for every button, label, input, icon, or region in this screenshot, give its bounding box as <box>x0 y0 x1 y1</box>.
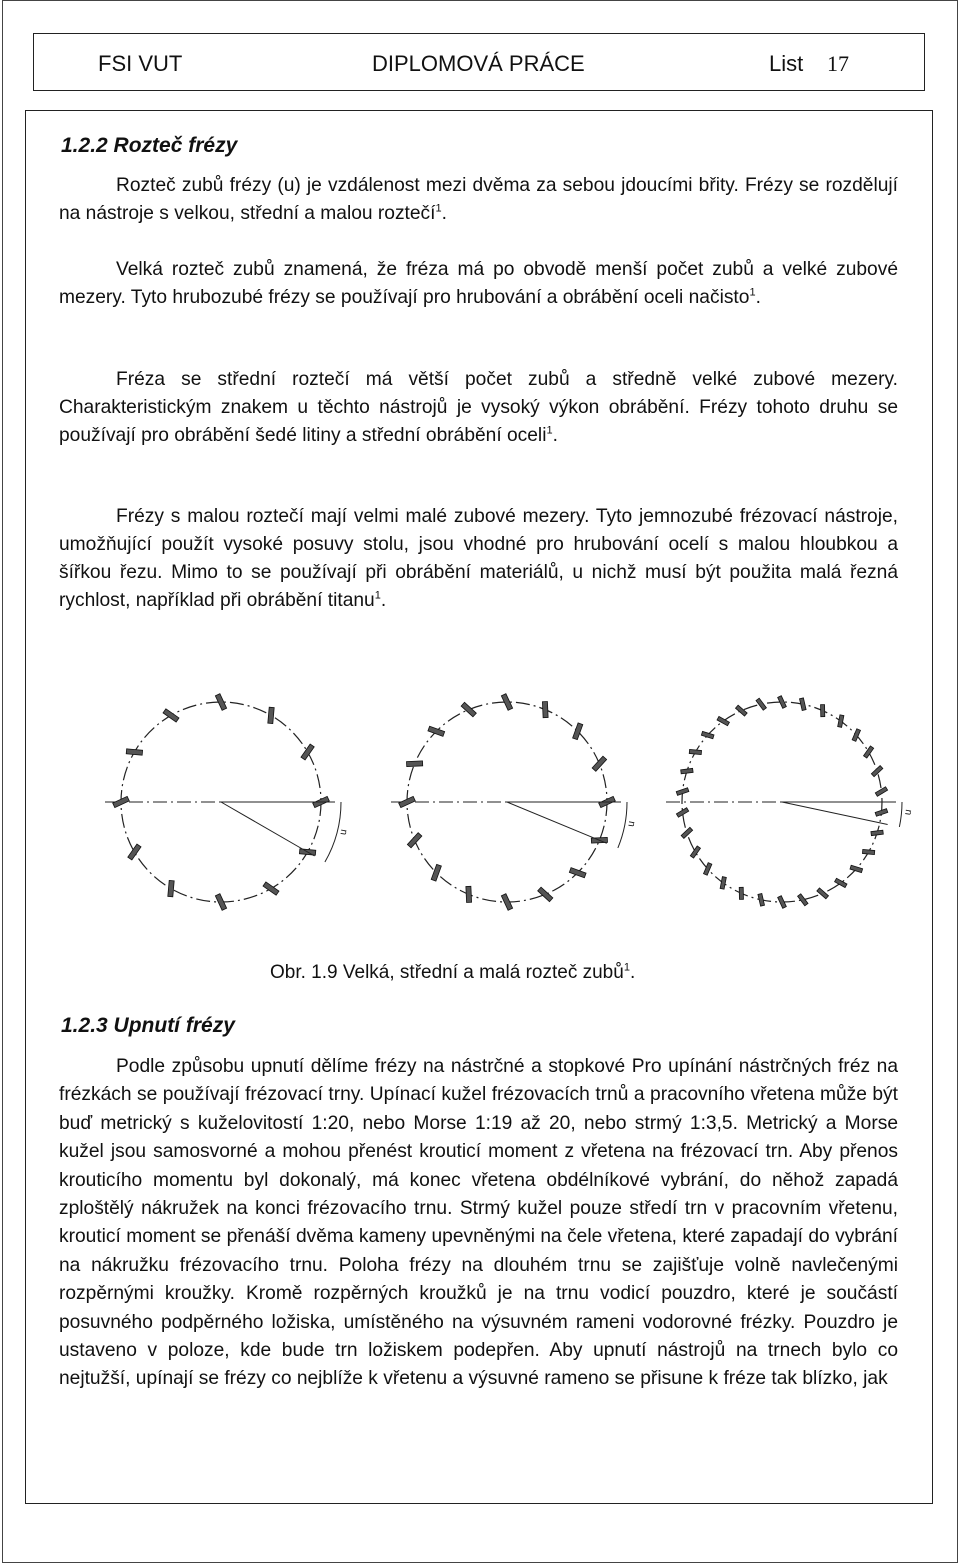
figure-caption <box>270 962 635 984</box>
paragraph-text: Frézy s malou roztečí mají velmi malé zubové mezery. Tyto jemnozubé frézovací nástroje, umožňující použít vysoké posuvy stolu, jsou vhodné pro hrubování ocelí s malou hloubkou a šířkou řezu. Mimo to se používají při obrábění materiálů, u nichž musí být použita malá řezná rychlost, například při obrábění titanu <box>59 506 898 611</box>
header-page-number: 17 <box>827 51 849 76</box>
cutter-tooth <box>735 705 747 716</box>
cutter-tooth <box>126 749 142 755</box>
cutter-tooth <box>821 705 825 717</box>
cutter-tooth <box>301 744 314 760</box>
period: . <box>629 962 636 983</box>
reference-marker: 1 <box>623 961 630 974</box>
reference-marker: 1 <box>749 286 756 299</box>
paragraph-medium-pitch <box>59 366 898 450</box>
header-list-label: List <box>769 51 804 76</box>
cutter-tooth <box>268 707 274 723</box>
paragraph-text: Rozteč zubů frézy (u) je vzdálenost mezi dvěma za sebou jdoucími břity. Frézy se rozdělují na nástroje s velkou, střední a malou roztečí <box>59 175 898 224</box>
paragraph-large-pitch <box>59 256 898 312</box>
cutter-tooth <box>538 887 553 901</box>
pitch-label: u <box>625 820 638 828</box>
header-title: DIPLOMOVÁ PRÁCE <box>372 51 585 76</box>
paragraph-text: Fréza se střední roztečí má větší počet zubů a středně velké zubové mezery. Charakteristickým znakem u těchto nástrojů je vysoký výkon obrábění. Frézy tohoto druhu se používají pro obrábění šedé litiny a střední obrábění oceli <box>59 369 898 446</box>
cutter-tooth <box>852 729 860 742</box>
cutter-tooth <box>689 749 701 754</box>
paragraph-pitch-definition <box>59 172 898 228</box>
cutter-tooth <box>756 698 766 710</box>
cutter-tooth <box>704 863 712 876</box>
cutter-tooth <box>431 864 441 881</box>
cutter-tooth <box>128 844 141 860</box>
period: . <box>552 425 558 446</box>
cutter-tooth <box>407 761 423 767</box>
paragraph-small-pitch <box>59 503 898 615</box>
cutter-tooth <box>701 731 714 738</box>
pitch-label: u <box>902 808 915 817</box>
cutter-tooth <box>799 698 806 711</box>
section-heading-1-2-3: 1.2.3 Upnutí frézy <box>61 1014 235 1037</box>
cutter-tooth <box>263 882 279 895</box>
cutter-tooth <box>850 865 863 872</box>
cutter-tooth <box>592 756 606 771</box>
cutter-tooth <box>862 849 874 854</box>
reference-marker: 1 <box>374 589 381 602</box>
cutter-small-pitch <box>666 696 914 909</box>
reference-marker: 1 <box>435 202 442 215</box>
cutter-tooth <box>681 827 693 838</box>
pitch-radius <box>221 802 315 856</box>
cutter-large-pitch <box>105 694 350 911</box>
cutter-pitch-figure <box>58 690 915 960</box>
paragraph-text: Velká rozteč zubů znamená, že fréza má po obvodě menší počet zubů a velké zubové mezery. Tyto hrubozubé frézy se používají pro hrubování a obrábění oceli načisto <box>59 259 898 308</box>
pitch-label: u <box>337 828 350 836</box>
cutter-tooth <box>461 702 476 716</box>
cutter-tooth <box>681 768 693 773</box>
cutter-tooth <box>466 886 472 902</box>
pitch-radius <box>782 802 888 824</box>
pitch-radius <box>507 802 607 843</box>
cutter-tooth <box>542 702 548 718</box>
cutter-tooth <box>864 746 874 758</box>
section-heading-1-2-2: 1.2.2 Rozteč frézy <box>61 134 238 157</box>
cutter-tooth <box>690 846 700 858</box>
cutter-tooth <box>168 880 174 896</box>
period: . <box>380 590 387 611</box>
cutter-tooth <box>758 894 765 907</box>
cutter-tooth <box>569 868 586 878</box>
cutter-tooth <box>407 833 421 848</box>
period: . <box>755 287 761 308</box>
cutter-tooth <box>871 766 883 777</box>
page-header <box>33 33 925 91</box>
caption-text: Obr. 1.9 Velká, střední a malá rozteč zubů <box>270 962 624 983</box>
cutter-tooth <box>817 888 829 899</box>
cutter-tooth <box>428 726 445 736</box>
cutter-tooth <box>573 723 583 740</box>
cutter-tooth <box>871 830 883 835</box>
cutter-tooth <box>838 715 844 728</box>
cutter-tooth <box>720 877 726 890</box>
reference-marker: 1 <box>546 424 553 437</box>
cutter-medium-pitch <box>391 694 637 911</box>
cutter-tooth <box>798 894 808 906</box>
cutter-tooth <box>739 887 743 899</box>
header-institution: FSI VUT <box>98 51 183 76</box>
paragraph-cutter-mounting: Podle způsobu upnutí dělíme frézy na nástrčné a stopkové Pro upínání nástrčných fréz na frézkách se používají frézovací trny. Upínací kužel frézovacích trnů a pracovního vřetena může být buď metrický s kuželovitostí 1:20, nebo Morse 1:19 až 20, nebo strmý 1:3,5. Metrický a Morse kužel jsou samosvorné a mohou přenést krouticí moment z vřetena na frézovací trn. Aby přenos krouticího momentu byl dokonalý, má konec vřetena obdélníkové vybrání, do něhož zapadá zploštělý nákružek na konci frézovacího trnu. Strmý kužel pouze středí trn v pracovním vřetenu, krouticí moment se přenáší dvěma kameny upevněnými na čele vřetena, které zapadají do vybrání na nákružku frézovacího trnu. Poloha frézy na dlouhém trnu se zajišťuje volně navlečenými rozpěrnými kroužky. Kromě rozpěrných kroužků je na trnu vodicí pouzdro, které je součástí posuvného podpěrného ložiska, umístěného na výsuvném rameni vodorovné frézky. Pouzdro je ustaveno v poloze, kde bude trn ložiskem podepřen. Aby upnutí nástrojů na trnech bylo co nejtužší, upínají se frézy co nejblíže k vřetenu a výsuvné rameno se přisune k fréze tak blízko, jak <box>59 1056 898 1390</box>
cutter-tooth <box>163 709 179 722</box>
period: . <box>441 203 447 224</box>
